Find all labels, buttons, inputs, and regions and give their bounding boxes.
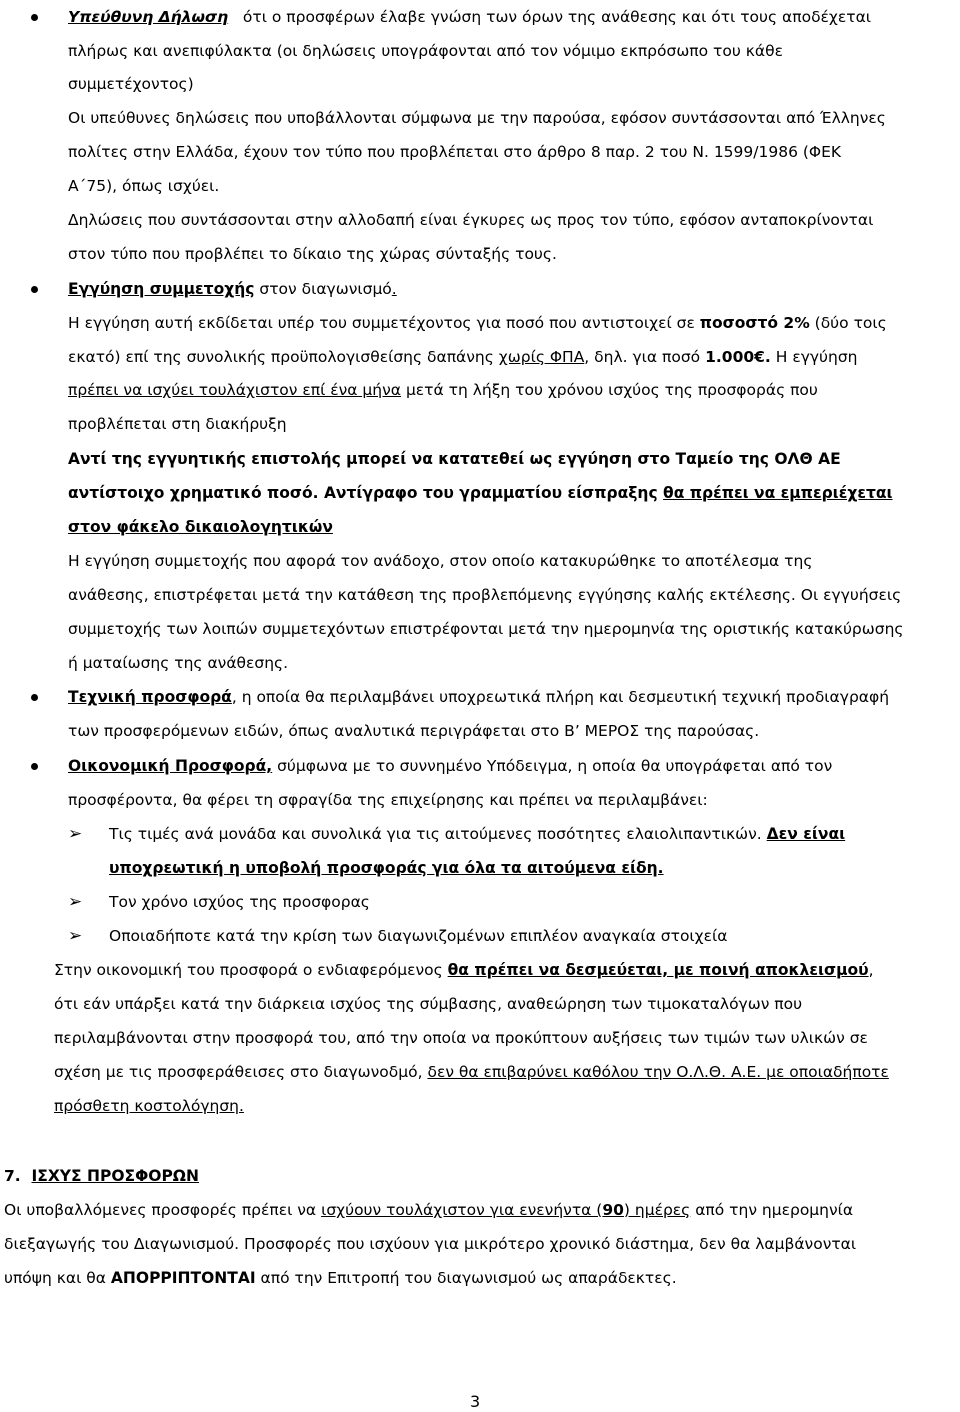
text-line: συμμετέχοντος): [68, 75, 194, 93]
text-line: Οικονομική Προσφορά, σύμφωνα με το συννημένο Υπόδειγμα, η οποία θα υπογράφεται από τον: [68, 757, 833, 775]
text-line: Οι υπεύθυνες δηλώσεις που υποβάλλονται σύμφωνα με την παρούσα, εφόσον συντάσσονται από Έλληνες: [68, 109, 886, 127]
text-line: υποχρεωτική η υποβολή προσφοράς για όλα τα αιτούμενα είδη.: [109, 859, 664, 877]
text-line: προσφέροντα, θα φέρει τη σφραγίδα της επιχείρησης και πρέπει να περιλαμβάνει:: [68, 791, 708, 809]
text-line: Υπεύθυνη Δήλωση ότι ο προσφέρων έλαβε γνώση των όρων της ανάθεσης και ότι τους αποδέχεται: [68, 8, 872, 26]
text-line: Οι υποβαλλόμενες προσφορές πρέπει να ισχύουν τουλάχιστον για ενενήντα (90) ημέρες από την ημερομηνία: [4, 1201, 854, 1219]
text-line: Τις τιμές ανά μονάδα και συνολικά για τις αιτούμενες ποσότητες ελαιολιπαντικών. Δεν είναι: [109, 825, 846, 843]
text-line: προβλέπεται στη διακήρυξη: [68, 415, 287, 433]
text-line: πρέπει να ισχύει τουλάχιστον επί ένα μήνα μετά τη λήξη του χρόνου ισχύος της προσφοράς που: [68, 381, 818, 399]
text-line: στον τύπο που προβλέπει το δίκαιο της χώρας σύνταξής τους.: [68, 245, 557, 263]
text-line: πρόσθετη κοστολόγηση.: [54, 1097, 244, 1115]
text-line: Στην οικονομική του προσφορά ο ενδιαφερόμενος θα πρέπει να δεσμεύεται, με ποινή αποκλεισμού,: [54, 961, 874, 979]
text-line: ανάθεσης, επιστρέφεται μετά την κατάθεση της προβλεπόμενης εγγύησης καλής εκτέλεσης. Οι εγγυήσεις: [68, 586, 902, 604]
text-line: περιλαμβάνονται στην προσφορά του, από την οποία να προκύπτουν αυξήσεις των τιμών των υλικών σε: [54, 1029, 868, 1047]
text-line: Τον χρόνο ισχύος της προσφορας: [109, 893, 370, 911]
text-line: στον φάκελο δικαιολογητικών: [68, 518, 333, 536]
section-title: Εγγύηση συμμετοχής στον διαγωνισμό.: [68, 280, 397, 298]
bullet-dot: [31, 286, 38, 293]
text-line: εκατό) επί της συνολικής προϋπολογισθείσης δαπάνης χωρίς ΦΠΑ, δηλ. για ποσό 1.000€. Η εγγύηση: [68, 348, 858, 366]
text-line: Η εγγύηση συμμετοχής που αφορά τον ανάδοχο, στον οποίο κατακυρώθηκε το αποτέλεσμα της: [68, 552, 813, 570]
text-line: αντίστοιχο χρηματικό ποσό. Αντίγραφο του γραμματίου είσπραξης θα πρέπει να εμπεριέχεται: [68, 484, 893, 502]
text-line: Τεχνική προσφορά, η οποία θα περιλαμβάνει υποχρεωτικά πλήρη και δεσμευτική τεχνική προδιαγραφή: [68, 688, 890, 706]
section-heading: 7. ΙΣΧΥΣ ΠΡΟΣΦΟΡΩΝ: [4, 1167, 199, 1185]
arrow-bullet-icon: ➢: [68, 926, 83, 946]
text-line: Οποιαδήποτε κατά την κρίση των διαγωνιζομένων επιπλέον αναγκαία στοιχεία: [109, 927, 728, 945]
text-line: πολίτες στην Ελλάδα, έχουν τον τύπο που προβλέπεται στο άρθρο 8 παρ. 2 του Ν. 1599/1986 (ΦΕΚ: [68, 143, 842, 161]
arrow-bullet-icon: ➢: [68, 892, 83, 912]
bullet-dot: [31, 694, 38, 701]
text-line: Α΄75), όπως ισχύει.: [68, 177, 220, 195]
text-line: Αντί της εγγυητικής επιστολής μπορεί να κατατεθεί ως εγγύηση στο Ταμείο της ΟΛΘ ΑΕ: [68, 450, 841, 468]
text-line: ή ματαίωσης της ανάθεσης.: [68, 654, 289, 672]
text-line: συμμετοχής των λοιπών συμμετεχόντων επιστρέφονται μετά την ημερομηνία της οριστικής κατακύρωσης: [68, 620, 904, 638]
text-line: Δηλώσεις που συντάσσονται στην αλλοδαπή είναι έγκυρες ως προς τον τύπο, εφόσον ανταποκρίνονται: [68, 211, 874, 229]
text-line: των προσφερόμενων ειδών, όπως αναλυτικά περιγράφεται στο Β’ ΜΕΡΟΣ της παρούσας.: [68, 722, 760, 740]
arrow-bullet-icon: ➢: [68, 824, 83, 844]
text-line: Η εγγύηση αυτή εκδίδεται υπέρ του συμμετέχοντος για ποσό που αντιστοιχεί σε ποσοστό 2% (δύο τοις: [68, 314, 887, 332]
bullet-dot: [31, 763, 38, 770]
page-number: 3: [470, 1392, 481, 1411]
text-line: υπόψη και θα ΑΠΟΡΡΙΠΤΟΝΤΑΙ από την Επιτροπή του διαγωνισμού ως απαράδεκτες.: [4, 1269, 677, 1287]
text-line: ότι εάν υπάρξει κατά την διάρκεια ισχύος της σύμβασης, αναθεώρηση των τιμοκαταλόγων που: [54, 995, 803, 1013]
text-line: σχέση με τις προσφεράθεισες στο διαγωνοδμό, δεν θα επιβαρύνει καθόλου την Ο.Λ.Θ. Α.Ε. με οποιαδήποτε: [54, 1063, 889, 1081]
text-line: διεξαγωγής του Διαγωνισμού. Προσφορές που ισχύουν για μικρότερο χρονικό διάστημα, δεν θα λαμβάνονται: [4, 1235, 857, 1253]
text-line: πλήρως και ανεπιφύλακτα (οι δηλώσεις υπογράφονται από τον νόμιμο εκπρόσωπο του κάθε: [68, 42, 783, 60]
bullet-dot: [31, 14, 38, 21]
